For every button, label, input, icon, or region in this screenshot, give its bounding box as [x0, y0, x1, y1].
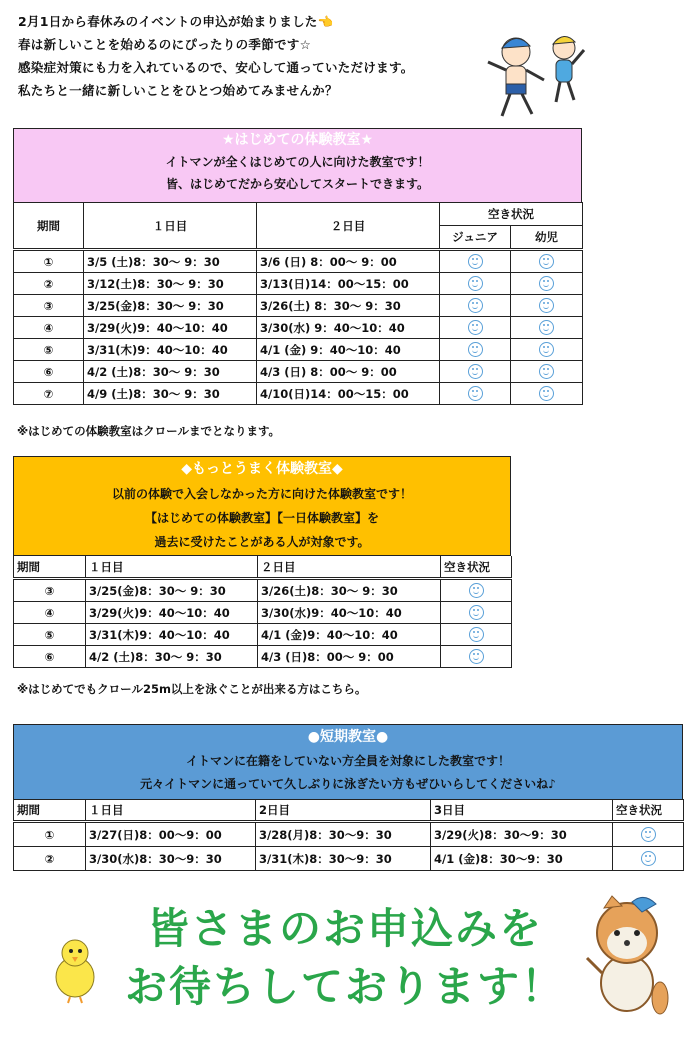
row-day1: 3/25(金)8：30～ 9：30: [84, 295, 257, 317]
row-day2: 3/13(日)14：00～15：00: [257, 273, 440, 295]
section2-desc: 以前の体験で入会しなかった方に向けた体験教室です！: [111, 487, 412, 501]
row-number: ①: [14, 250, 84, 273]
smiley-icon: [468, 320, 483, 335]
smiley-icon: [539, 298, 554, 313]
smiley-icon: [468, 364, 483, 379]
col-day1: １日目: [86, 799, 256, 822]
table-row: [14, 602, 512, 624]
smiley-icon: [468, 298, 483, 313]
row-number: ③: [14, 295, 84, 317]
row-day3: 4/1 (金)8：30～9：30: [431, 847, 613, 871]
smiley-icon: [641, 827, 656, 842]
col-day2: ２日目: [258, 556, 441, 579]
section1-note: ※はじめての体験教室はクロールまでとなります。: [17, 424, 281, 438]
smiley-icon: [641, 851, 656, 866]
row-day3: 3/29(火)8：30～9：30: [431, 822, 613, 847]
table-row: [14, 339, 583, 361]
row-day1: 4/2 (土)8：30～ 9：30: [86, 646, 258, 668]
table-row: [14, 847, 684, 871]
row-day1: 4/9 (土)8：30～ 9：30: [84, 383, 257, 405]
section2-note: ※はじめてでもクロール25m以上を泳ぐことが出来る方はこちら。: [17, 682, 367, 696]
row-day1: 3/27(日)8：00～9：00: [86, 822, 256, 847]
row-number: ⑦: [14, 383, 84, 405]
section2-header: [13, 456, 511, 556]
table-row: [14, 383, 583, 405]
table-row: [14, 250, 583, 273]
chick-illustration: [50, 935, 100, 1005]
smiley-icon: [539, 254, 554, 269]
raccoon-mascot-illustration: [582, 888, 677, 1018]
smiley-icon: [468, 342, 483, 357]
row-number: ③: [14, 579, 86, 602]
col-period: 期間: [14, 203, 84, 250]
table-row: [14, 273, 583, 295]
row-day2: 4/1 (金)9：40～10：40: [258, 624, 441, 646]
table-row: [14, 646, 512, 668]
col-junior: ジュニア: [440, 225, 511, 249]
row-day2: 4/10(日)14：00～15：00: [257, 383, 440, 405]
swimming-kids-illustration: [478, 22, 593, 122]
smiley-icon: [469, 649, 484, 664]
row-day2: 3/26(土)8：30～ 9：30: [258, 579, 441, 602]
col-day2: 2日目: [256, 799, 431, 822]
col-availability: 空き状況: [441, 556, 512, 579]
closing-line: 皆さまのお申込みを: [146, 904, 543, 953]
row-day2: 3/31(木)8：30～9：30: [256, 847, 431, 871]
section1-table: [13, 202, 583, 405]
intro-line: 感染症対策にも力を入れているので、安心して通っていただけます。: [18, 60, 414, 75]
row-day1: 3/30(水)8：30～9：30: [86, 847, 256, 871]
col-period: 期間: [14, 556, 86, 579]
section2-table: [13, 556, 512, 668]
intro-line: 2月1日から春休みのイベントの申込が始まりました👈: [18, 14, 334, 29]
row-number: ②: [14, 847, 86, 871]
section2-desc: 【はじめての体験教室】【一日体験教室】を: [144, 511, 379, 525]
row-number: ⑥: [14, 646, 86, 668]
smiley-icon: [539, 364, 554, 379]
section3-desc: イトマンに在籍をしていない方全員を対象にした教室です！: [185, 754, 510, 768]
col-availability: 空き状況: [440, 203, 583, 226]
col-period: 期間: [14, 799, 86, 822]
smiley-icon: [539, 276, 554, 291]
section3-desc: 元々イトマンに通っていて久しぶりに泳ぎたい方もぜひいらしてくださいね♪: [140, 777, 556, 791]
col-day2: ２日目: [257, 203, 440, 250]
row-number: ⑤: [14, 624, 86, 646]
row-number: ②: [14, 273, 84, 295]
row-day2: 3/6 (日) 8：00～ 9：00: [257, 250, 440, 273]
smiley-icon: [468, 254, 483, 269]
smiley-icon: [539, 342, 554, 357]
row-number: ④: [14, 317, 84, 339]
row-day1: 3/29(火)9：40～10：40: [86, 602, 258, 624]
table-row: [14, 361, 583, 383]
intro-text: [18, 10, 488, 102]
table-row: [14, 295, 583, 317]
row-number: ⑤: [14, 339, 84, 361]
row-day2: 3/30(水)9：40～10：40: [258, 602, 441, 624]
closing-line: お待ちしております！: [124, 962, 565, 1011]
row-day1: 3/12(土)8：30～ 9：30: [84, 273, 257, 295]
row-day1: 3/5 (土)8：30～ 9：30: [84, 250, 257, 273]
row-day1: 3/29(火)9：40～10：40: [84, 317, 257, 339]
row-number: ①: [14, 822, 86, 847]
section3-table: [13, 799, 684, 871]
table-row: [14, 317, 583, 339]
smiley-icon: [539, 320, 554, 335]
smiley-icon: [469, 583, 484, 598]
row-day2: 3/28(月)8：30～9：30: [256, 822, 431, 847]
row-day2: 4/3 (日) 8：00～ 9：00: [257, 361, 440, 383]
row-day2: 3/30(水) 9：40～10：40: [257, 317, 440, 339]
col-kids: 幼児: [511, 225, 583, 249]
smiley-icon: [469, 605, 484, 620]
section1-desc: 皆、はじめてだから安心してスタートできます。: [165, 177, 430, 191]
section2-desc: 過去に受けたことがある人が対象です。: [154, 535, 370, 549]
row-day1: 3/25(金)8：30～ 9：30: [86, 579, 258, 602]
smiley-icon: [469, 627, 484, 642]
row-day2: 4/1 (金) 9：40～10：40: [257, 339, 440, 361]
section1-header: [13, 128, 582, 203]
col-availability: 空き状況: [613, 799, 684, 822]
smiley-icon: [468, 386, 483, 401]
section2-title: ◆もっとうまく体験教室◆: [181, 461, 343, 477]
section3-title: ●短期教室●: [307, 729, 389, 745]
smiley-icon: [468, 276, 483, 291]
row-number: ④: [14, 602, 86, 624]
intro-line: 春は新しいことを始めるのにぴったりの季節です☆: [18, 37, 312, 52]
intro-line: 私たちと一緒に新しいことをひとつ始めてみませんか？: [18, 83, 338, 98]
col-day3: 3日目: [431, 799, 613, 822]
section1-title: ★はじめての体験教室★: [221, 132, 374, 148]
section3-header: [13, 724, 683, 800]
row-day1: 3/31(木)9：40～10：40: [84, 339, 257, 361]
table-row: [14, 624, 512, 646]
row-number: ⑥: [14, 361, 84, 383]
table-row: [14, 822, 684, 847]
row-day1: 4/2 (土)8：30～ 9：30: [84, 361, 257, 383]
col-day1: １日目: [86, 556, 258, 579]
row-day2: 4/3 (日)8：00～ 9：00: [258, 646, 441, 668]
closing-message: [110, 900, 580, 1016]
table-row: [14, 579, 512, 602]
col-day1: １日目: [84, 203, 257, 250]
row-day2: 3/26(土) 8：30～ 9：30: [257, 295, 440, 317]
section1-desc: イトマンが全くはじめての人に向けた教室です！: [165, 155, 430, 169]
row-day1: 3/31(木)9：40～10：40: [86, 624, 258, 646]
smiley-icon: [539, 386, 554, 401]
